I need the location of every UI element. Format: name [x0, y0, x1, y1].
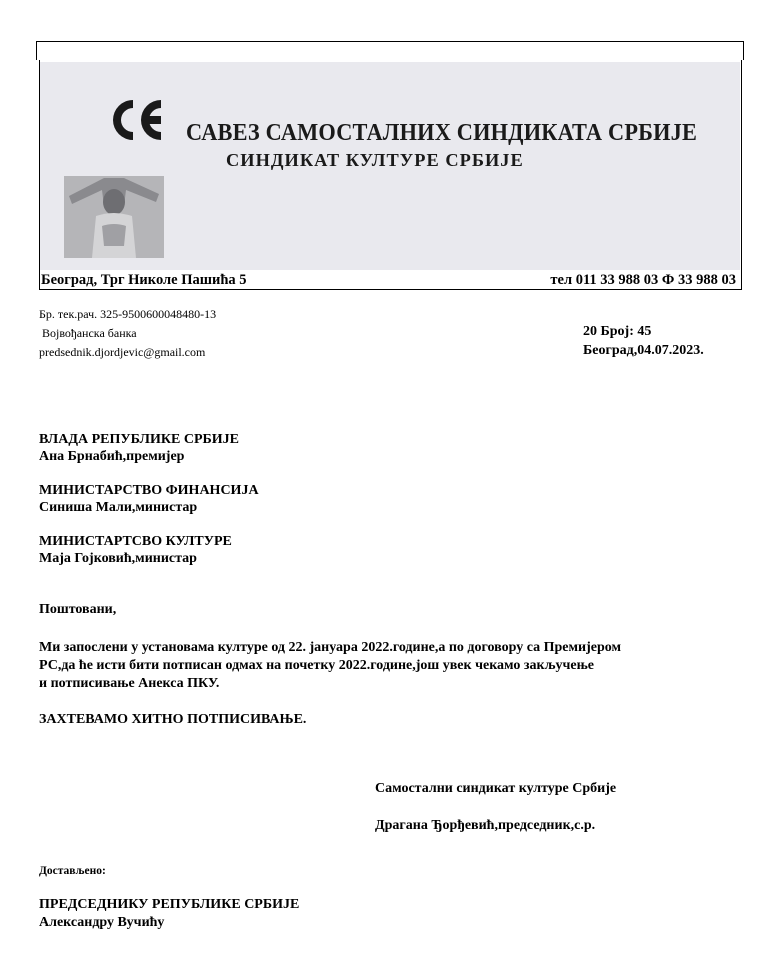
demand-line: ЗАХТЕВАМО ХИТНО ПОТПИСИВАЊЕ. [39, 712, 307, 727]
delivered-institution: ПРЕДСЕДНИКУ РЕПУБЛИКЕ СРБИЈЕ [39, 897, 300, 912]
recipient-person: Синиша Мали,министар [39, 500, 198, 515]
body-line: и потписивање Анекса ПКУ. [39, 676, 220, 691]
body-line: РС,да ће исти бити потписан одмах на почетку 2022.године,још увек чекамо закључење [39, 658, 594, 673]
address: Београд, Трг Николе Пашића 5 [41, 272, 247, 288]
organization-name: САВЕЗ САМОСТАЛНИХ СИНДИКАТА СРБИЈЕ [186, 120, 698, 146]
union-name: СИНДИКАТ КУЛТУРЕ СРБИЈЕ [226, 150, 524, 170]
logo-icon [103, 96, 169, 144]
phone-fax: тел 011 33 988 03 Ф 33 988 03 [550, 272, 736, 288]
recipient-institution: МИНИСТАРСТВО ФИНАНСИЈА [39, 483, 259, 498]
bank-account: Бр. тек.рач. 325-9500600048480-13 [39, 307, 217, 321]
recipient-person: Маја Гојковић,министар [39, 551, 197, 566]
delivered-label: Достављено: [39, 865, 106, 877]
signature-organization: Самостални синдикат културе Србије [375, 781, 617, 796]
delivered-person: Александру Вучићу [39, 915, 165, 930]
signatory: Драгана Ђорђевић,председник,с.р. [375, 818, 596, 833]
statue-photo [64, 176, 164, 258]
recipient-institution: МИНИСТАРТСВО КУЛТУРЕ [39, 534, 232, 549]
body-line: Ми запослени у установама културе од 22. јануара 2022.године,а по договору са Премијером [39, 640, 622, 655]
recipient-institution: ВЛАДА РЕПУБЛИКЕ СРБИЈЕ [39, 432, 240, 447]
bank-name: Војвођанска банка [42, 326, 137, 340]
header-frame-top [36, 41, 744, 60]
email-address: predsednik.djordjevic@gmail.com [39, 345, 206, 359]
recipient-person: Ана Брнабић,премијер [39, 449, 185, 464]
place-date: Београд,04.07.2023. [583, 343, 704, 358]
reference-number: 20 Број: 45 [583, 324, 652, 339]
salutation: Поштовани, [39, 602, 117, 617]
